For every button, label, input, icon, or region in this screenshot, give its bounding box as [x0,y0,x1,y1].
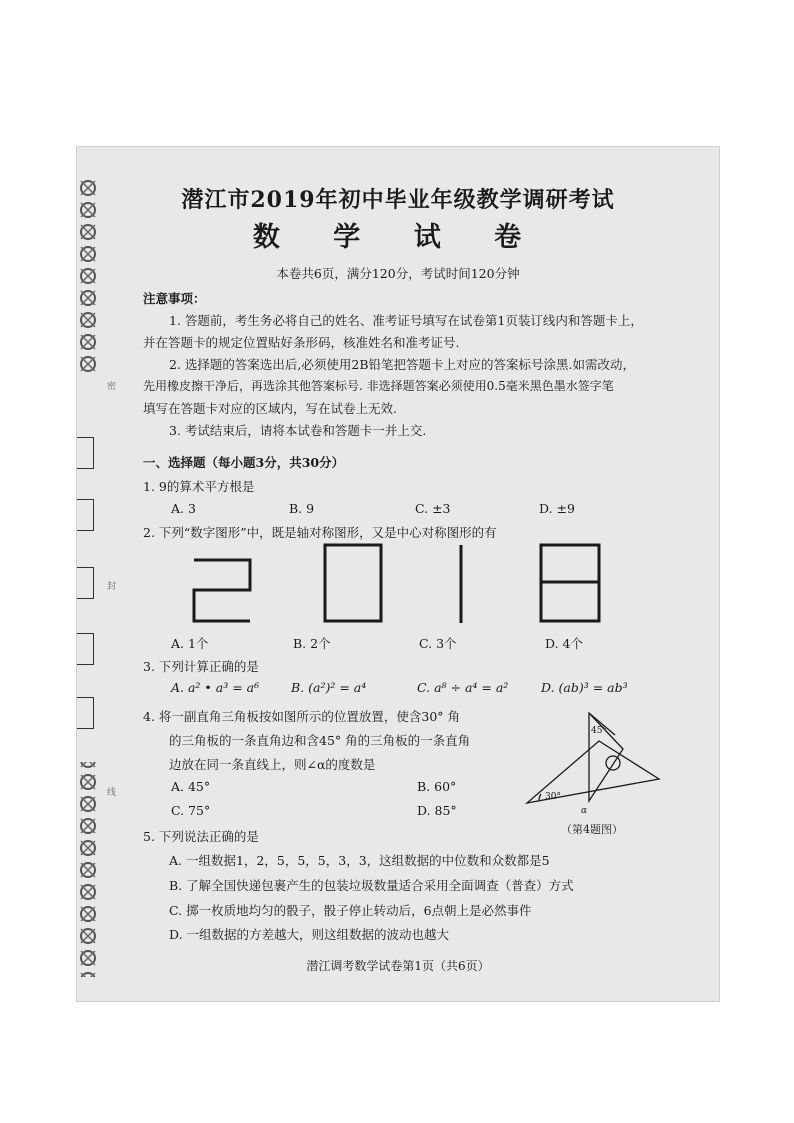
q3-option-b: B. (a²)² = a⁴ [291,680,367,695]
binding-box [77,697,94,729]
binding-box [77,567,94,599]
q1-option-d: D. ±9 [539,501,575,516]
q2-option-b: B. 2个 [293,636,331,651]
exam-info: 本卷共6页，满分120分，考试时间120分钟 [276,266,520,281]
binding-label-mi: 密 [107,382,117,392]
q4-line: 的三角板的一条直角边和含45° 角的三角板的一条直角 [169,733,471,748]
notice-line: 并在答题卡的规定位置贴好条形码，核准姓名和准考证号. [143,335,460,350]
q5-stem: 5. 下列说法正确的是 [143,829,259,844]
q3-option-c: C. a⁸ ÷ a⁴ = a² [417,680,509,695]
exam-paper [76,146,720,1002]
q2-option-c: C. 3个 [419,636,457,651]
q5-option-a: A. 一组数据1，2，5，5，5，3，3，这组数据的中位数和众数都是5 [169,853,550,868]
figure-angle-30: 30° [545,792,561,802]
section-heading: 一、选择题（每小题3分，共30分） [143,455,345,470]
figure-alpha: α [581,806,588,816]
notice-line: 2. 选择题的答案选出后,必须使用2B铅笔把答题卡上对应的答案标号涂黑.如需改动， [169,357,635,372]
binding-box [77,633,94,665]
binding-box [77,437,94,469]
q4-option-c: C. 75° [171,803,211,818]
q1-option-b: B. 9 [289,501,315,516]
q5-option-c: C. 掷一枚质地均匀的骰子，骰子停止转动后，6点朝上是必然事件 [169,903,532,918]
q3-stem: 3. 下列计算正确的是 [143,659,259,674]
triangle-hole [606,756,620,770]
notice-line: 先用橡皮擦干净后，再选涂其他答案标号. 非选择题答案必须使用0.5毫米黑色墨水签字笔 [143,379,614,393]
digit-0-figure [325,545,381,621]
notice-line: 1. 答题前，考生务必将自己的姓名、准考证号填写在试卷第1页装订线内和答题卡上， [169,313,643,328]
q2-option-d: D. 4个 [545,636,583,651]
binding-label-feng: 封 [107,582,117,592]
binding-box [77,499,94,531]
q2-stem: 2. 下列“数字图形”中，既是轴对称图形，又是中心对称图形的有 [143,525,497,540]
exam-title: 潜江市2019年初中毕业年级教学调研考试 [181,187,615,213]
notice-heading: 注意事项： [143,291,206,306]
notice-line: 3. 考试结束后，请将本试卷和答题卡一并上交. [169,423,427,438]
q4-line: 边放在同一条直线上，则∠α的度数是 [169,757,376,772]
q4-option-b: B. 60° [417,779,457,794]
q5-option-b: B. 了解全国快递包裹产生的包装垃圾数量适合采用全面调查（普查）方式 [169,878,574,893]
notice-line: 填写在答题卡对应的区域内，写在试卷上无效. [143,401,397,416]
digit-8-figure [541,545,599,621]
q5-option-d: D. 一组数据的方差越大，则这组数据的波动也越大 [169,927,450,942]
exam-subject: 数 学 试 卷 [252,222,544,253]
digit-2-figure [194,560,250,621]
q3-option-a: A. a² • a³ = a⁶ [171,680,260,695]
binding-label-xian: 线 [107,788,117,798]
q4-triangle-figure [523,711,663,821]
q4-line: 4. 将一副直角三角板按如图所示的位置放置，使含30° 角 [143,709,461,724]
q1-option-c: C. ±3 [415,501,451,516]
page-footer: 潜江调考数学试卷第1页（共6页） [306,959,490,973]
q4-option-a: A. 45° [171,779,211,794]
q4-figure-caption: （第4题图） [561,823,623,836]
q4-option-d: D. 85° [417,803,457,818]
figure-angle-45: 45° [591,726,607,736]
q1-option-a: A. 3 [171,501,196,516]
q1-stem: 1. 9的算术平方根是 [143,479,255,494]
q2-option-a: A. 1个 [171,636,209,651]
q3-option-d: D. (ab)³ = ab³ [541,680,628,695]
